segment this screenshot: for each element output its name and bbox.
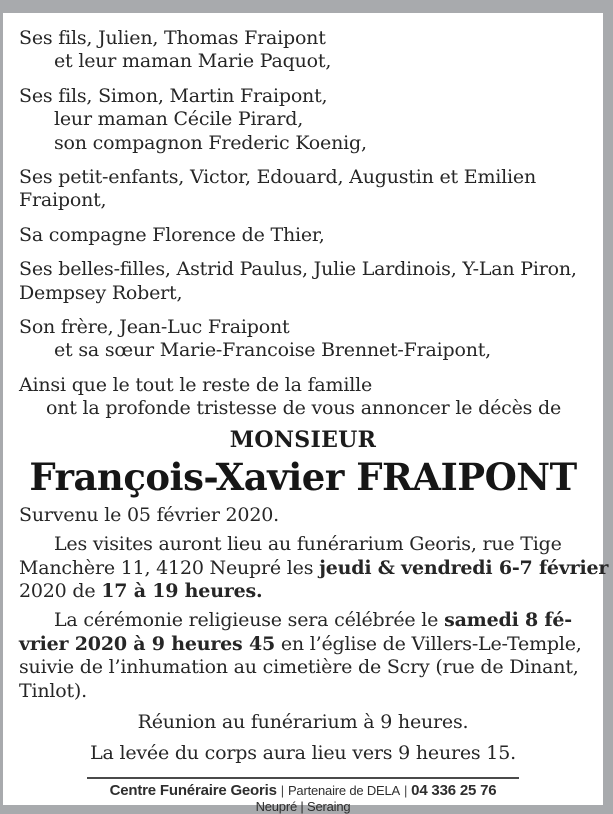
text-segment: 2020 de xyxy=(19,579,102,602)
text-line xyxy=(19,580,587,603)
text-line: Fraipont, xyxy=(19,189,107,212)
text-line: Ses petit-enfants, Victor, Edouard, Augustin et Emilien xyxy=(19,166,536,189)
text-line: suivie de l’inhumation au cimetière de Scry (rue de Dinant, xyxy=(19,656,579,679)
text-line xyxy=(19,556,609,580)
family-paragraph xyxy=(19,316,587,363)
text-line: Tinlot). xyxy=(19,679,87,702)
family-paragraph xyxy=(19,224,587,247)
text-line: Son frère, Jean-Luc Fraipont xyxy=(19,316,290,339)
text-line: Survenu le 05 février 2020. xyxy=(19,503,279,526)
text-segment: en l’église de Villers-Le-Temple, xyxy=(275,632,582,655)
text-line: et leur maman Marie Paquot, xyxy=(54,50,332,73)
footer-separator: | xyxy=(280,782,284,798)
visits-paragraph xyxy=(19,533,609,603)
family-paragraph xyxy=(19,258,587,305)
footer-separator: | xyxy=(403,782,408,798)
funeral-home-name: Centre Funéraire Georis xyxy=(109,781,277,799)
text-segment-bold: 17 à 19 heures. xyxy=(101,579,263,602)
footer-phone: 04 336 25 76 xyxy=(411,781,497,799)
announcement-lead-paragraph xyxy=(19,374,587,421)
text-line: et sa sœur Marie-Francoise Brennet-Fraipont, xyxy=(54,339,492,362)
reunion-line: Réunion au funérarium à 9 heures. xyxy=(137,710,469,733)
text-segment-bold: vrier 2020 à 9 heures 45 xyxy=(19,632,276,655)
text-line: Sa compagne Florence de Thier, xyxy=(19,223,325,246)
text-line: son compagnon Frederic Koenig, xyxy=(54,131,367,154)
text-segment-bold: samedi 8 fé- xyxy=(444,609,572,632)
text-segment-bold: jeudi & vendredi 6-7 février xyxy=(319,556,609,579)
deceased-name: François-Xavier FRAIPONT xyxy=(29,454,577,499)
family-paragraph xyxy=(19,27,587,74)
footer-divider xyxy=(87,777,519,779)
text-line: Les visites auront lieu au funérarium Georis, rue Tige xyxy=(54,533,562,556)
funeral-home-footer xyxy=(19,777,587,814)
text-line: ont la profonde tristesse de vous annoncer le décès de xyxy=(46,397,562,420)
text-line xyxy=(19,609,587,632)
family-paragraph xyxy=(19,85,587,155)
footer-locations: Neupré | Seraing xyxy=(255,798,351,814)
text-line: Dempsey Robert, xyxy=(19,281,183,304)
civility-title: MONSIEUR xyxy=(229,426,377,453)
text-line: Ses belles-filles, Astrid Paulus, Julie Lardinois, Y-Lan Piron, xyxy=(19,258,577,281)
family-paragraph xyxy=(19,166,587,213)
text-line: leur maman Cécile Pirard, xyxy=(54,108,304,131)
text-line: Ses fils, Simon, Martin Fraipont, xyxy=(19,84,328,107)
text-segment: La cérémonie religieuse sera célébrée le xyxy=(54,609,445,632)
text-segment: Manchère 11, 4120 Neupré les xyxy=(19,556,320,579)
text-line: Ses fils, Julien, Thomas Fraipont xyxy=(19,27,326,49)
text-line xyxy=(19,633,587,656)
obituary-page xyxy=(3,13,609,814)
death-date-paragraph xyxy=(19,504,587,527)
ceremony-paragraph xyxy=(19,609,587,703)
obituary-content xyxy=(3,13,609,814)
footer-partner: Partenaire de DELA xyxy=(287,782,400,798)
levee-line: La levée du corps aura lieu vers 9 heures 15. xyxy=(90,742,516,765)
footer-contact-line xyxy=(19,782,587,799)
text-line: Ainsi que le tout le reste de la famille xyxy=(19,373,373,396)
